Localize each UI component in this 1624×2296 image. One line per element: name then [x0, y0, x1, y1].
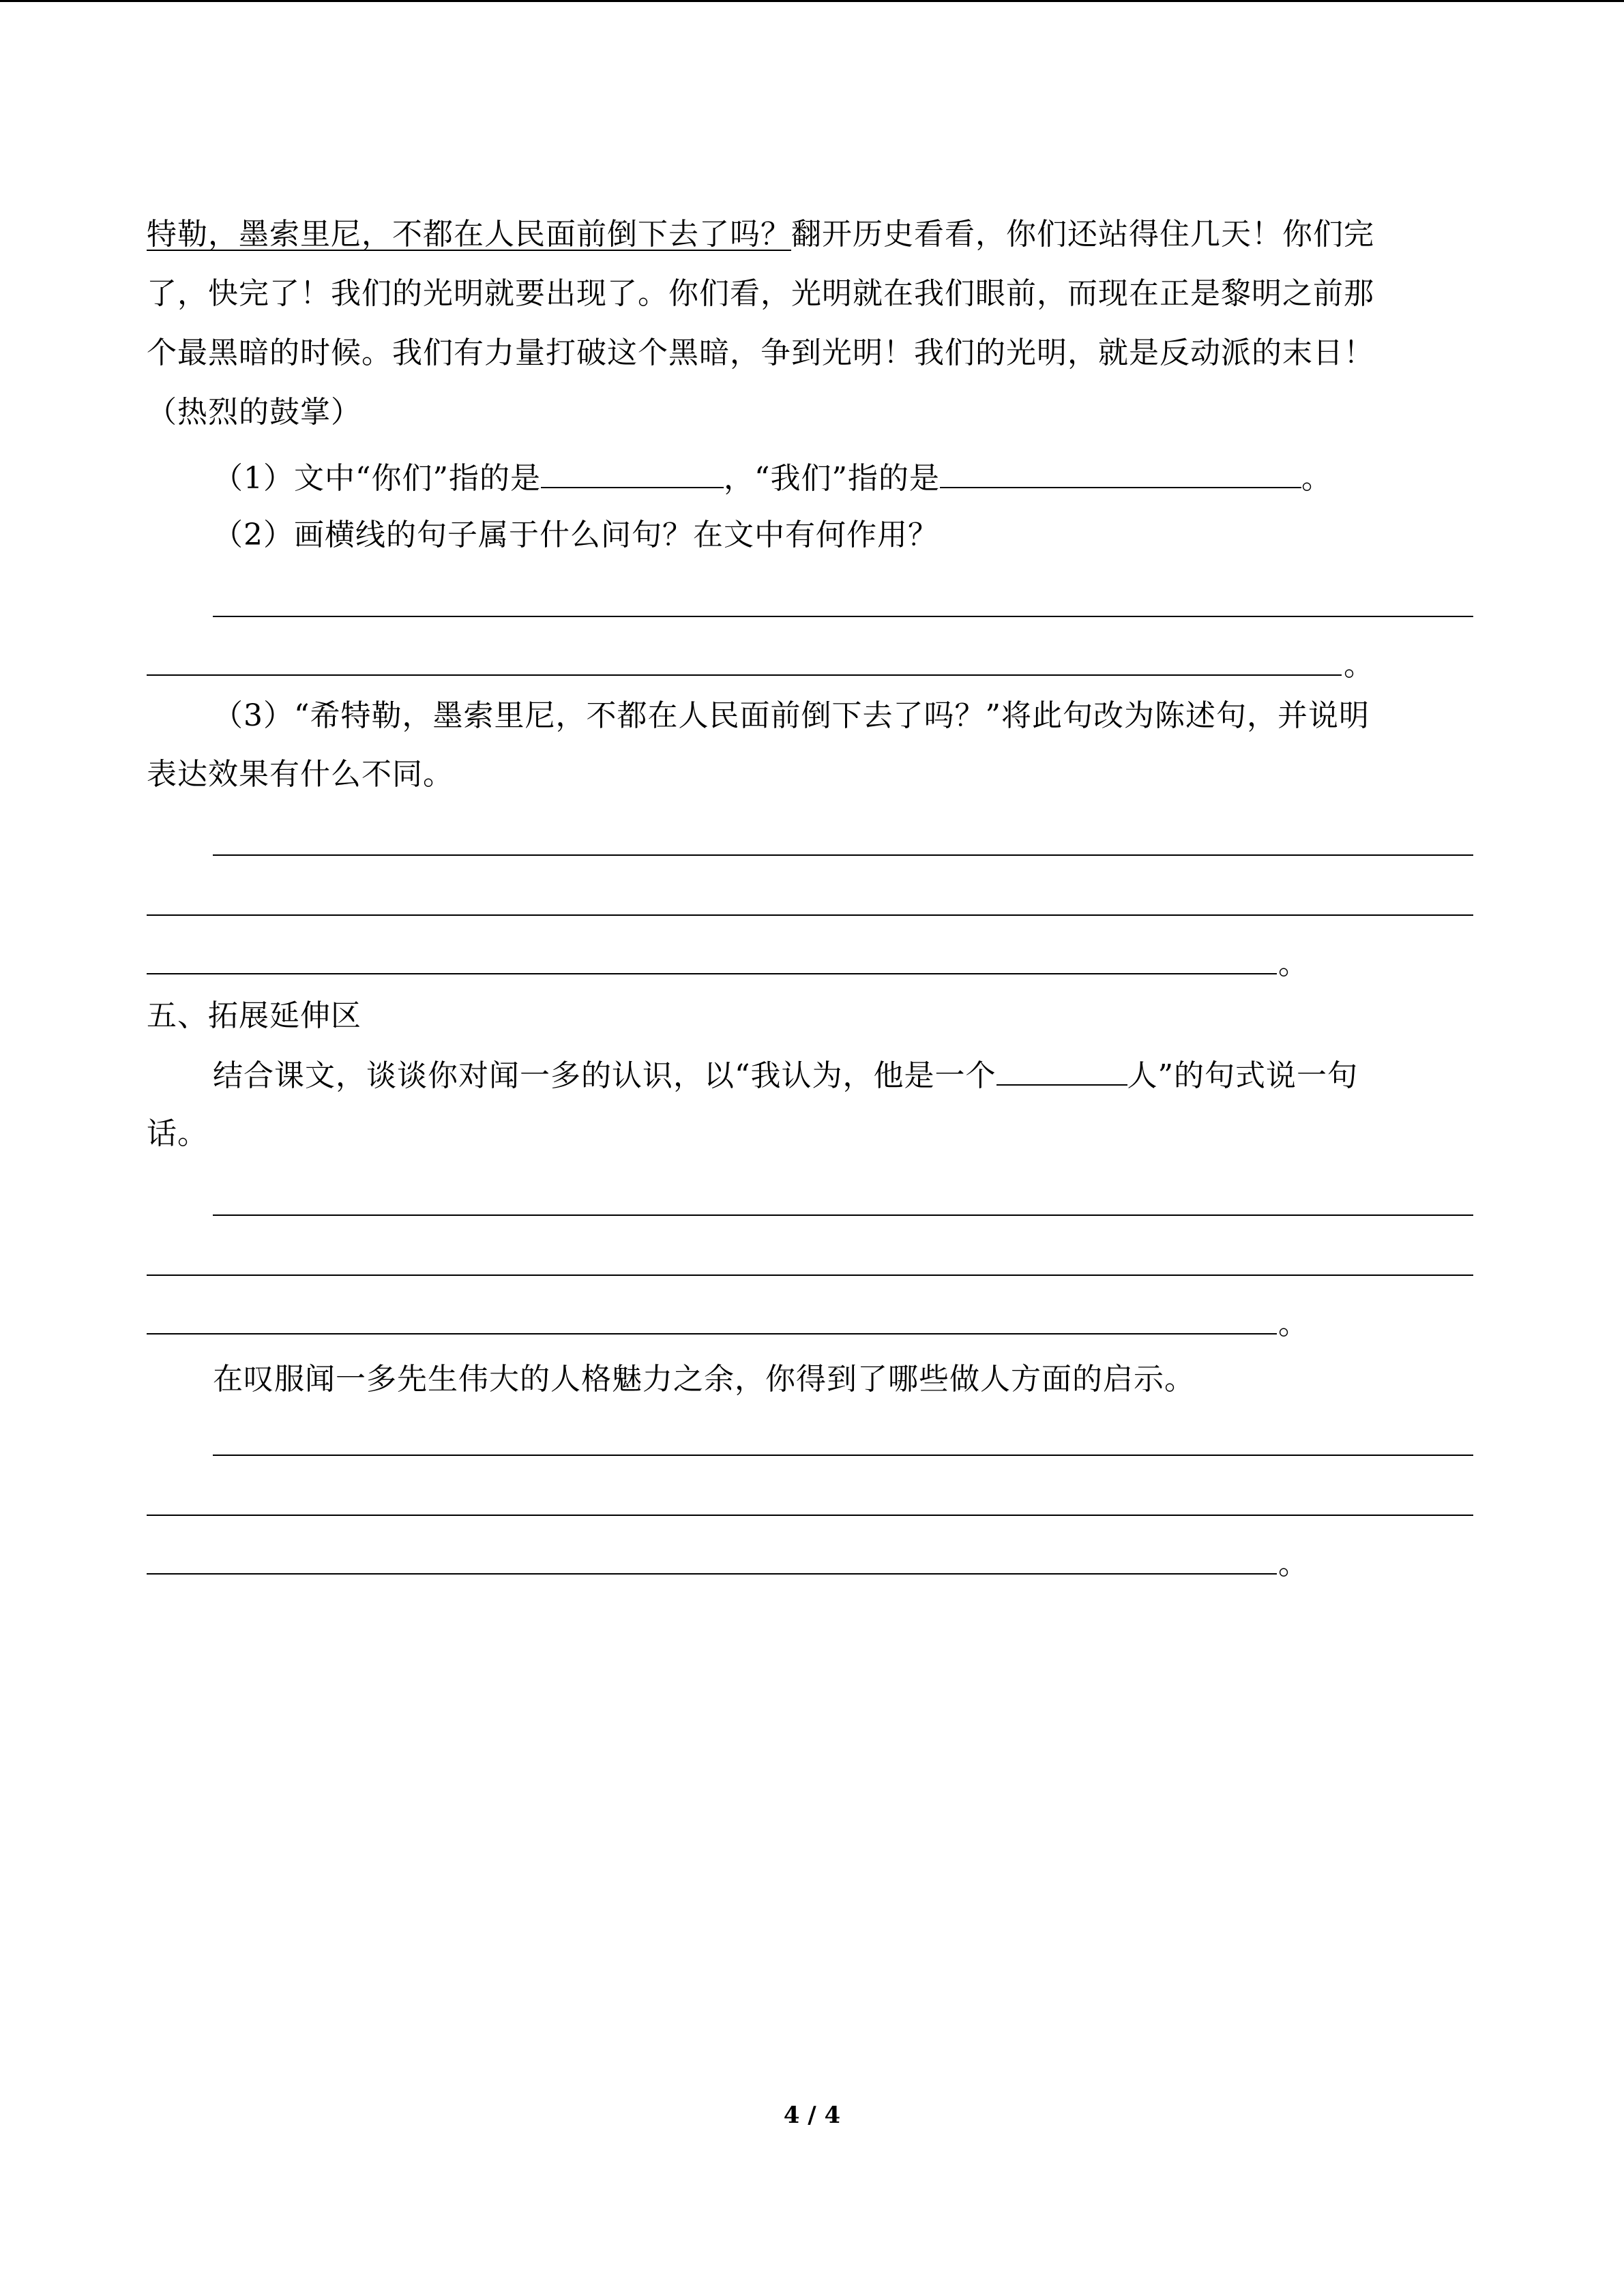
extension-prompt-1 — [213, 1054, 1358, 1097]
extension-prompt-2: 在叹服闻一多先生伟大的人格魅力之余，你得到了哪些做人方面的启示。 — [213, 1362, 1195, 1397]
top-border — [0, 0, 1624, 2]
passage-line-1-rest: 翻开历史看看，你们还站得住几天！你们完 — [791, 217, 1374, 252]
answer-line[interactable] — [213, 1214, 1473, 1216]
answer-line[interactable] — [147, 914, 1473, 916]
period-mark: 。 — [1278, 1547, 1308, 1581]
question-2: （2）画横线的句子属于什么问句？在文中有何作用？ — [213, 518, 939, 552]
question-1-label: （1）文中“你们”指的是 — [213, 461, 541, 496]
period-mark: 。 — [1344, 648, 1374, 683]
answer-blank-you[interactable] — [541, 457, 724, 488]
answer-line[interactable] — [213, 616, 1473, 617]
passage-line-3: 个最黑暗的时候。我们有力量打破这个黑暗，争到光明！我们的光明，就是反动派的末日！ — [147, 336, 1374, 370]
answer-line[interactable] — [213, 1455, 1473, 1456]
extension-prompt-1-start: 结合课文，谈谈你对闻一多的认识，以“我认为，他是一个 — [213, 1058, 996, 1093]
answer-blank-we[interactable] — [940, 457, 1301, 488]
answer-line[interactable] — [147, 973, 1277, 974]
answer-line[interactable] — [147, 1515, 1473, 1516]
answer-blank-person[interactable] — [996, 1054, 1127, 1086]
question-3-line-1: （3）“希特勒，墨索里尼，不都在人民面前倒下去了吗？”将此句改为陈述句，并说明 — [213, 698, 1370, 733]
answer-line[interactable] — [147, 1333, 1277, 1335]
passage-line-1 — [147, 214, 1374, 255]
passage-line-4: （热烈的鼓掌） — [147, 395, 361, 430]
answer-line[interactable] — [147, 674, 1342, 676]
extension-prompt-1-end: 人”的句式说一句 — [1127, 1058, 1358, 1093]
question-1-mid: ，“我们”指的是 — [723, 461, 940, 496]
question-3-line-2: 表达效果有什么不同。 — [147, 757, 454, 792]
section-heading: 五、拓展延伸区 — [147, 998, 361, 1033]
underlined-sentence: 特勒，墨索里尼，不都在人民面前倒下去了吗？ — [147, 217, 791, 252]
answer-line[interactable] — [147, 1274, 1473, 1276]
page-number: 4 / 4 — [783, 2102, 841, 2129]
question-1-end: 。 — [1301, 461, 1332, 496]
answer-line[interactable] — [147, 1573, 1277, 1575]
extension-prompt-1-line-2: 话。 — [147, 1116, 208, 1151]
passage-line-2: 了，快完了！我们的光明就要出现了。你们看，光明就在我们眼前，而现在正是黎明之前那 — [147, 276, 1374, 311]
question-1 — [213, 457, 1332, 499]
period-mark: 。 — [1278, 1307, 1308, 1341]
answer-line[interactable] — [213, 854, 1473, 856]
period-mark: 。 — [1278, 946, 1308, 981]
